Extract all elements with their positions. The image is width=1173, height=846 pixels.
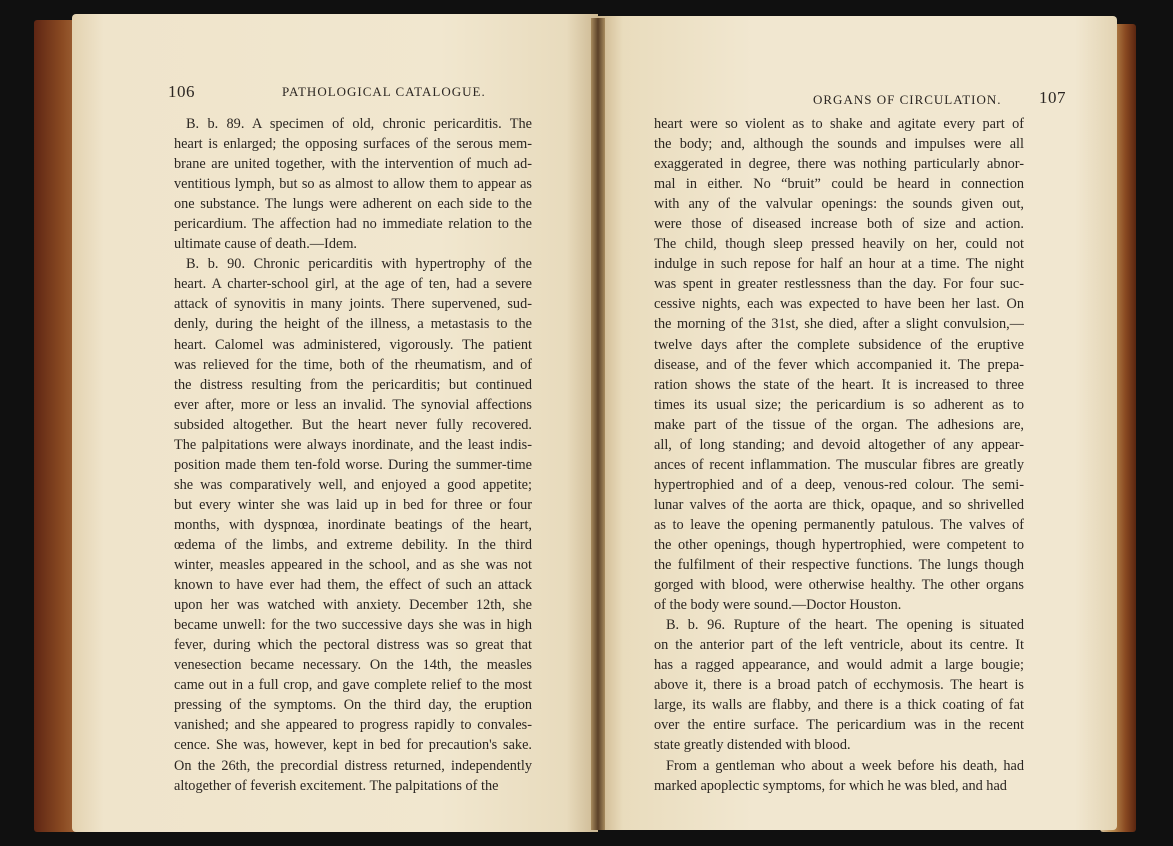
right-text-line: hypertrophied and of a deep, venous-red colour. The semi-	[654, 476, 1024, 493]
left-text-line: one substance. The lungs were adherent on each side to the	[174, 196, 532, 213]
right-text-line: the body; and, although the sounds and impulses were all	[654, 136, 1024, 153]
left-text-line: months, with dyspnœa, inordinate beatings of the heart,	[174, 516, 532, 533]
left-text-line: œdema of the limbs, and extreme debility. In the third	[174, 536, 532, 553]
left-text-line: fever, during which the pectoral distress was so great that	[174, 637, 532, 654]
left-text-line: but every winter she was laid up in bed for three or four	[174, 496, 532, 513]
left-text-line: she was comparatively well, and enjoyed a good appetite;	[174, 476, 532, 493]
right-text-line: large, its walls are flabby, and there is a thick coating of fat	[654, 697, 1024, 714]
right-text-line: twelve days after the complete subsidence of the eruptive	[654, 336, 1024, 353]
left-text-line: attack of synovitis in many joints. There supervened, sud-	[174, 296, 532, 313]
right-page	[597, 16, 1117, 830]
right-text-line: all, of long standing; and devoid altogether of any appear-	[654, 436, 1024, 453]
right-text-line: as to leave the opening permanently patulous. The valves of	[654, 516, 1024, 533]
right-text-line: over the entire surface. The pericardium was in the recent	[654, 717, 1024, 734]
right-text-line: The child, though sleep pressed heavily on her, could not	[654, 236, 1024, 253]
right-text-line: ances of recent inflammation. The muscular fibres are greatly	[654, 456, 1024, 473]
left-text-line: upon her was watched with anxiety. December 12th, she	[174, 597, 532, 614]
left-text-line: venesection became necessary. On the 14th, the measles	[174, 657, 532, 674]
left-text-line: vanished; and she appeared to progress rapidly to convales-	[174, 717, 532, 734]
right-text-line: times its usual size; the pericardium is so adherent as to	[654, 396, 1024, 413]
right-text-line: the morning of the 31st, she died, after a slight convulsion,—	[654, 316, 1024, 333]
left-page	[72, 14, 598, 832]
right-text-line: make part of the tissue of the organ. The adhesions are,	[654, 416, 1024, 433]
left-text-line: ultimate cause of death.—Idem.	[174, 236, 358, 253]
right-text-line: were those of diseased increase both of size and action.	[654, 216, 1024, 233]
left-text-line: known to have ever had them, the effect of such an attack	[174, 577, 532, 594]
left-text-line: subsided altogether. But the heart never fully recovered.	[174, 416, 532, 433]
left-text-line: heart is enlarged; the opposing surfaces of the serous mem-	[174, 136, 532, 153]
left-text-line: B. b. 90. Chronic pericarditis with hypertrophy of the	[186, 256, 532, 273]
left-text-line: denly, during the height of the illness, a metastasis to the	[174, 316, 532, 333]
right-text-line: lunar valves of the aorta are thick, opaque, and so shrivelled	[654, 496, 1024, 513]
left-text-line: altogether of feverish excitement. The palpitations of the	[174, 777, 499, 794]
left-text-line: heart. Calomel was administered, vigorously. The patient	[174, 336, 532, 353]
right-text-line: B. b. 96. Rupture of the heart. The opening is situated	[666, 617, 1024, 634]
right-text-line: indulge in such repose for half an hour at a time. The night	[654, 256, 1024, 273]
left-text-line: B. b. 89. A specimen of old, chronic pericarditis. The	[186, 116, 532, 132]
left-text-line: was relieved for the time, both of the rheumatism, and of	[174, 356, 532, 373]
left-text-line: heart. A charter-school girl, at the age of ten, had a severe	[174, 276, 532, 293]
left-text-line: became unwell: for the two successive days she was in high	[174, 617, 532, 634]
right-text-line: was spent in greater restlessness than the day. For four suc-	[654, 276, 1024, 293]
left-text-line: pericardium. The affection had no immediate relation to the	[174, 216, 532, 233]
left-text-line: ever after, more or less an invalid. The synovial affections	[174, 396, 532, 413]
right-text-line: the other openings, though hypertrophied, were competent to	[654, 536, 1024, 553]
right-page-number: 107	[1039, 88, 1066, 107]
right-text-line: heart were so violent as to shake and agitate every part of	[654, 116, 1024, 132]
right-text-line: the fulfilment of their respective functions. The lungs though	[654, 557, 1024, 574]
left-page-text	[174, 114, 532, 796]
right-text-line: has a ragged appearance, and would admit a large bougie;	[654, 657, 1024, 674]
left-text-line: ventitious lymph, but so as almost to allow them to appear as	[174, 176, 532, 193]
left-text-line: winter, measles appeared in the school, and as she was not	[174, 557, 532, 574]
left-text-line: the distress resulting from the pericarditis; but continued	[174, 376, 532, 393]
left-text-line: cence. She was, however, kept in bed for precaution's sake.	[174, 737, 532, 754]
right-text-line: on the anterior part of the left ventricle, about its centre. It	[654, 637, 1024, 654]
right-text-line: mal in either. No “bruit” could be heard in connection	[654, 176, 1024, 193]
right-text-line: gorged with blood, were otherwise healthy. The other organs	[654, 577, 1024, 594]
right-page-text	[654, 114, 1024, 796]
left-text-line: came out in a full crop, and gave complete relief to the most	[174, 677, 532, 694]
right-text-line: From a gentleman who about a week before his death, had	[666, 757, 1024, 774]
right-text-line: state greatly distended with blood.	[654, 737, 851, 754]
right-running-title: ORGANS OF CIRCULATION.	[813, 92, 1002, 107]
left-text-line: On the 26th, the precordial distress returned, independently	[174, 757, 532, 774]
right-text-line: of the body were sound.—Doctor Houston.	[654, 597, 902, 614]
right-text-line: with any of the valvular openings: the sounds given out,	[654, 196, 1024, 213]
right-text-line: cessive nights, each was expected to have been her last. On	[654, 296, 1024, 313]
right-text-line: ration shows the state of the heart. It is increased to three	[654, 376, 1024, 393]
right-text-line: exaggerated in degree, there was nothing particularly abnor-	[654, 156, 1024, 173]
right-text-line: disease, and of the fever which accompanied it. The prepa-	[654, 356, 1024, 373]
left-text-line: The palpitations were always inordinate, and the least indis-	[174, 436, 532, 453]
right-text-line: marked apoplectic symptoms, for which he was bled, and had	[654, 777, 1007, 794]
left-text-line: brane are united together, with the intervention of much ad-	[174, 156, 532, 173]
book-gutter	[591, 18, 605, 830]
left-running-title: PATHOLOGICAL CATALOGUE.	[282, 84, 486, 99]
right-text-line: above it, there is a broad patch of ecchymosis. The heart is	[654, 677, 1024, 694]
left-page-number: 106	[168, 82, 195, 101]
left-text-line: position made them ten-fold worse. During the summer-time	[174, 456, 532, 473]
left-text-line: pressing of the symptoms. On the third day, the eruption	[174, 697, 532, 714]
